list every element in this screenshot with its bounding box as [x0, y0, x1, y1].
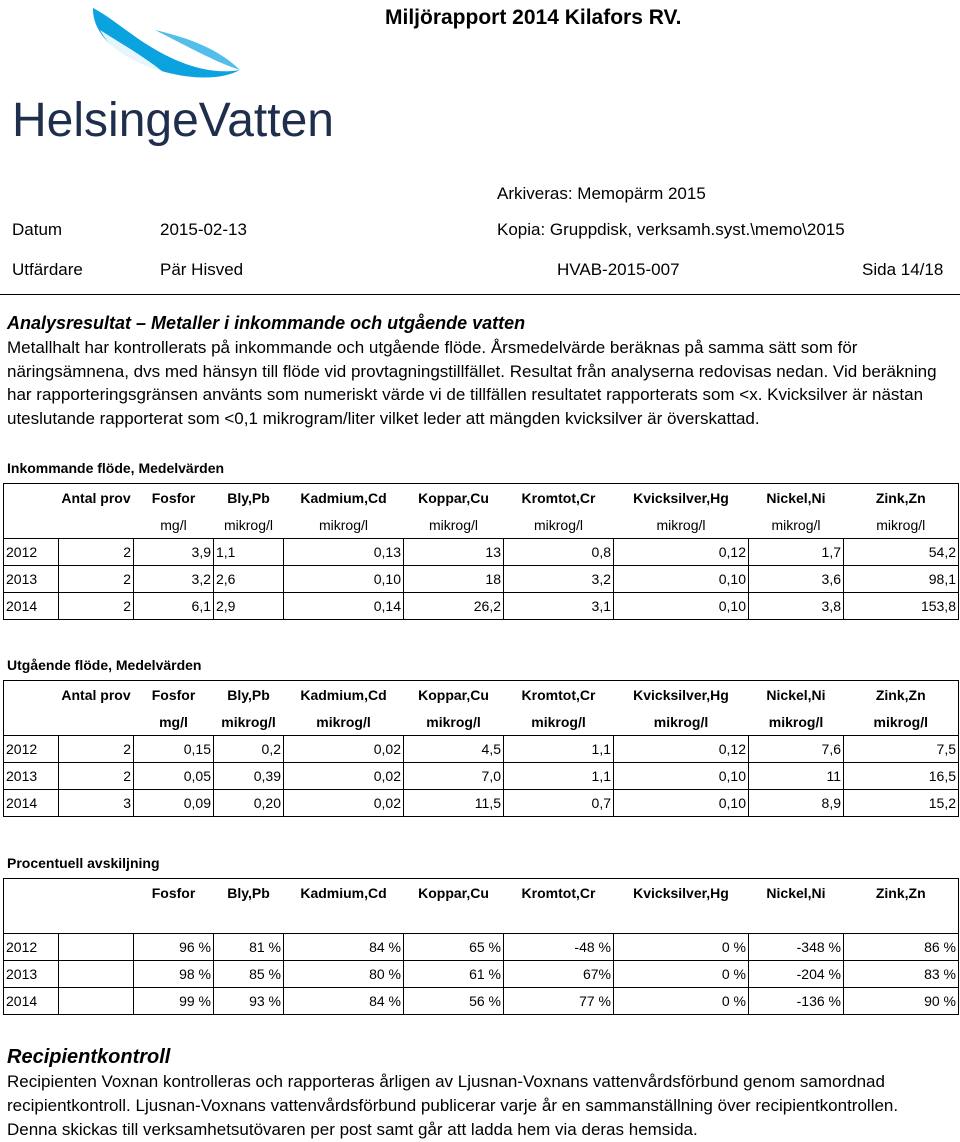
table-row [4, 961, 959, 988]
table-cell: 65 % [404, 934, 504, 961]
table-cell: 3 [59, 790, 134, 817]
table-row [4, 593, 959, 620]
table-cell: 0 % [614, 934, 749, 961]
table-cell: -348 % [749, 934, 844, 961]
table-cell: 2,6 [214, 566, 284, 593]
table-cell: -48 % [504, 934, 614, 961]
unit-cell: mikrog/l [504, 708, 614, 736]
table-cell: 26,2 [404, 593, 504, 620]
table-cell: 2 [59, 763, 134, 790]
unit-cell: mikrog/l [749, 708, 844, 736]
table-cell: 13 [404, 539, 504, 566]
column-header: Kadmium,Cd [284, 879, 404, 907]
table-cell: 3,1 [504, 593, 614, 620]
column-header: Kadmium,Cd [284, 484, 404, 512]
unit-cell: mg/l [134, 511, 214, 539]
column-header [59, 879, 134, 907]
table-cell: 2012 [4, 736, 59, 763]
unit-cell: mikrog/l [284, 511, 404, 539]
unit-cell: mikrog/l [214, 511, 284, 539]
separation-table-label: Procentuell avskiljning [7, 855, 160, 871]
table-cell: 0,02 [284, 790, 404, 817]
table-cell: 2012 [4, 934, 59, 961]
table-cell: 0,7 [504, 790, 614, 817]
table-cell: 96 % [134, 934, 214, 961]
unit-cell: mikrog/l [749, 511, 844, 539]
table-row [4, 988, 959, 1015]
table-cell: 0,10 [614, 566, 749, 593]
table-cell: 0,39 [214, 763, 284, 790]
outgoing-table [3, 680, 959, 817]
table-cell: 83 % [844, 961, 959, 988]
logo-wing-icon [0, 0, 360, 160]
unit-cell: mikrog/l [404, 511, 504, 539]
table-cell: 2,9 [214, 593, 284, 620]
table-cell: 3,8 [749, 593, 844, 620]
table-cell: -204 % [749, 961, 844, 988]
separation-table [3, 878, 959, 1015]
table-cell: 0,8 [504, 539, 614, 566]
incoming-table-label: Inkommande flöde, Medelvärden [7, 460, 225, 476]
table-cell: 93 % [214, 988, 284, 1015]
table-cell: 2014 [4, 790, 59, 817]
column-header: Nickel,Ni [749, 879, 844, 907]
table-cell: 90 % [844, 988, 959, 1015]
column-header: Fosfor [134, 484, 214, 512]
recipient-title: Recipientkontroll [7, 1046, 171, 1068]
column-header: Kvicksilver,Hg [614, 681, 749, 709]
column-header: Kvicksilver,Hg [614, 484, 749, 512]
table-cell: 0,10 [614, 790, 749, 817]
column-header: Bly,Pb [214, 484, 284, 512]
table-row [4, 790, 959, 817]
column-header: Zink,Zn [844, 484, 959, 512]
table-cell: 2013 [4, 566, 59, 593]
table-cell: 0,13 [284, 539, 404, 566]
column-header [4, 681, 59, 709]
table-cell: 0,02 [284, 763, 404, 790]
issuer-value: Pär Hisved [160, 260, 244, 279]
table-cell: 0,10 [284, 566, 404, 593]
table-cell: 2013 [4, 961, 59, 988]
table-cell: 2014 [4, 593, 59, 620]
column-header: Fosfor [134, 681, 214, 709]
unit-cell [59, 511, 134, 539]
unit-cell [749, 906, 844, 934]
table-cell: 0,15 [134, 736, 214, 763]
table-cell: 3,2 [504, 566, 614, 593]
unit-cell [59, 906, 134, 934]
column-header: Kromtot,Cr [504, 879, 614, 907]
table-cell: 54,2 [844, 539, 959, 566]
page-number: Sida 14/18 [862, 260, 944, 279]
copy-note: Kopia: Gruppdisk, verksamh.syst.\memo\2015 [497, 220, 845, 239]
column-header: Kvicksilver,Hg [614, 879, 749, 907]
analysis-title: Analysresultat – Metaller i inkommande och utgående vatten [7, 313, 526, 333]
archive-note: Arkiveras: Memopärm 2015 [497, 184, 706, 203]
table-cell: 0,10 [614, 763, 749, 790]
table-cell: 1,1 [504, 763, 614, 790]
table-cell: 2 [59, 539, 134, 566]
table-row [4, 763, 959, 790]
column-header: Koppar,Cu [404, 681, 504, 709]
column-header [4, 879, 59, 907]
table-cell [59, 961, 134, 988]
column-header: Bly,Pb [214, 879, 284, 907]
table-cell: 56 % [404, 988, 504, 1015]
recipient-paragraph: Recipienten Voxnan kontrolleras och rapporteras årligen av Ljusnan-Voxnans vattenvårdsförbund genom samordnad recipientkontroll. Ljusnan-Voxnans vattenvårdsförbund publicerar varje år en sammanställning över recipientkontrollen. Denna skickas till verksamhetsutövaren per post samt går att ladda hem via deras hemsida. [7, 1072, 899, 1139]
table-cell: 2 [59, 593, 134, 620]
unit-cell [214, 906, 284, 934]
table-cell: 81 % [214, 934, 284, 961]
column-header: Antal prov [59, 484, 134, 512]
table-cell: 86 % [844, 934, 959, 961]
unit-cell [134, 906, 214, 934]
table-cell: 7,5 [844, 736, 959, 763]
analysis-paragraph: Metallhalt har kontrollerats på inkommande och utgående flöde. Årsmedelvärde beräknas på samma sätt som för näringsämnena, dvs med hänsyn till flöde vid provtagningstillfället. Resultat från analyserna redovisas nedan. Vid beräkning har rapporteringsgränsen använts som numeriskt värde vi de tillfällen resultatet rapporterats som <x. Kvicksilver är nästan uteslutande rapporterat som <0,1 mikrogram/liter vilket leder att mängden kvicksilver är överskattad. [7, 338, 937, 428]
unit-cell [404, 906, 504, 934]
unit-cell: mikrog/l [614, 511, 749, 539]
unit-cell [504, 906, 614, 934]
table-cell: 3,9 [134, 539, 214, 566]
table-cell: 1,1 [214, 539, 284, 566]
table-cell: 0,14 [284, 593, 404, 620]
unit-cell: mikrog/l [284, 708, 404, 736]
table-cell: 0,09 [134, 790, 214, 817]
column-header: Fosfor [134, 879, 214, 907]
incoming-table [3, 483, 959, 620]
unit-cell [4, 708, 59, 736]
table-cell: 3,2 [134, 566, 214, 593]
report-title: Miljörapport 2014 Kilafors RV. [385, 6, 682, 29]
table-cell: 2 [59, 736, 134, 763]
unit-cell: mikrog/l [844, 511, 959, 539]
table-cell: 4,5 [404, 736, 504, 763]
unit-cell: mikrog/l [404, 708, 504, 736]
table-cell: 8,9 [749, 790, 844, 817]
table-cell: 2014 [4, 988, 59, 1015]
table-row [4, 934, 959, 961]
table-cell: 98 % [134, 961, 214, 988]
table-row [4, 566, 959, 593]
table-cell: 11,5 [404, 790, 504, 817]
table-cell: 3,6 [749, 566, 844, 593]
column-header: Nickel,Ni [749, 484, 844, 512]
table-cell: 16,5 [844, 763, 959, 790]
unit-cell: mg/l [134, 708, 214, 736]
table-cell: 1,7 [749, 539, 844, 566]
table-cell: 2012 [4, 539, 59, 566]
column-header: Nickel,Ni [749, 681, 844, 709]
table-cell: 61 % [404, 961, 504, 988]
date-value: 2015-02-13 [160, 220, 247, 239]
table-cell: 0 % [614, 961, 749, 988]
issuer-label: Utfärdare [12, 260, 83, 279]
table-cell: 0 % [614, 988, 749, 1015]
table-cell: 0,12 [614, 736, 749, 763]
table-cell: 98,1 [844, 566, 959, 593]
table-cell: 6,1 [134, 593, 214, 620]
unit-cell: mikrog/l [844, 708, 959, 736]
column-header: Kadmium,Cd [284, 681, 404, 709]
helsingevatten-logo [0, 0, 360, 160]
table-row [4, 539, 959, 566]
svg-text:HelsingeVatten: HelsingeVatten [12, 94, 334, 147]
unit-cell [614, 906, 749, 934]
table-cell: 15,2 [844, 790, 959, 817]
table-cell: 0,20 [214, 790, 284, 817]
table-cell: 18 [404, 566, 504, 593]
table-row [4, 736, 959, 763]
table-cell: 0,05 [134, 763, 214, 790]
table-cell: 1,1 [504, 736, 614, 763]
column-header: Koppar,Cu [404, 879, 504, 907]
column-header: Koppar,Cu [404, 484, 504, 512]
table-cell: 84 % [284, 934, 404, 961]
table-cell: 0,2 [214, 736, 284, 763]
unit-cell: mikrog/l [614, 708, 749, 736]
header-divider [0, 294, 960, 295]
table-cell: 99 % [134, 988, 214, 1015]
outgoing-table-label: Utgående flöde, Medelvärden [7, 657, 202, 673]
table-cell: -136 % [749, 988, 844, 1015]
unit-cell [59, 708, 134, 736]
column-header [4, 484, 59, 512]
table-cell [59, 934, 134, 961]
table-cell [59, 988, 134, 1015]
table-cell: 0,10 [614, 593, 749, 620]
column-header: Antal prov [59, 681, 134, 709]
document-id: HVAB-2015-007 [557, 260, 680, 279]
table-cell: 2 [59, 566, 134, 593]
table-cell: 77 % [504, 988, 614, 1015]
column-header: Kromtot,Cr [504, 484, 614, 512]
table-cell: 0,12 [614, 539, 749, 566]
unit-cell [284, 906, 404, 934]
unit-cell [4, 906, 59, 934]
table-cell: 2013 [4, 763, 59, 790]
column-header: Zink,Zn [844, 681, 959, 709]
column-header: Kromtot,Cr [504, 681, 614, 709]
unit-cell: mikrog/l [214, 708, 284, 736]
date-label: Datum [12, 220, 63, 239]
table-cell: 84 % [284, 988, 404, 1015]
table-cell: 153,8 [844, 593, 959, 620]
unit-cell: mikrog/l [504, 511, 614, 539]
table-cell: 80 % [284, 961, 404, 988]
unit-cell [844, 906, 959, 934]
column-header: Zink,Zn [844, 879, 959, 907]
column-header: Bly,Pb [214, 681, 284, 709]
table-cell: 85 % [214, 961, 284, 988]
table-cell: 7,6 [749, 736, 844, 763]
table-cell: 7,0 [404, 763, 504, 790]
unit-cell [4, 511, 59, 539]
table-cell: 0,02 [284, 736, 404, 763]
table-cell: 67% [504, 961, 614, 988]
table-cell: 11 [749, 763, 844, 790]
